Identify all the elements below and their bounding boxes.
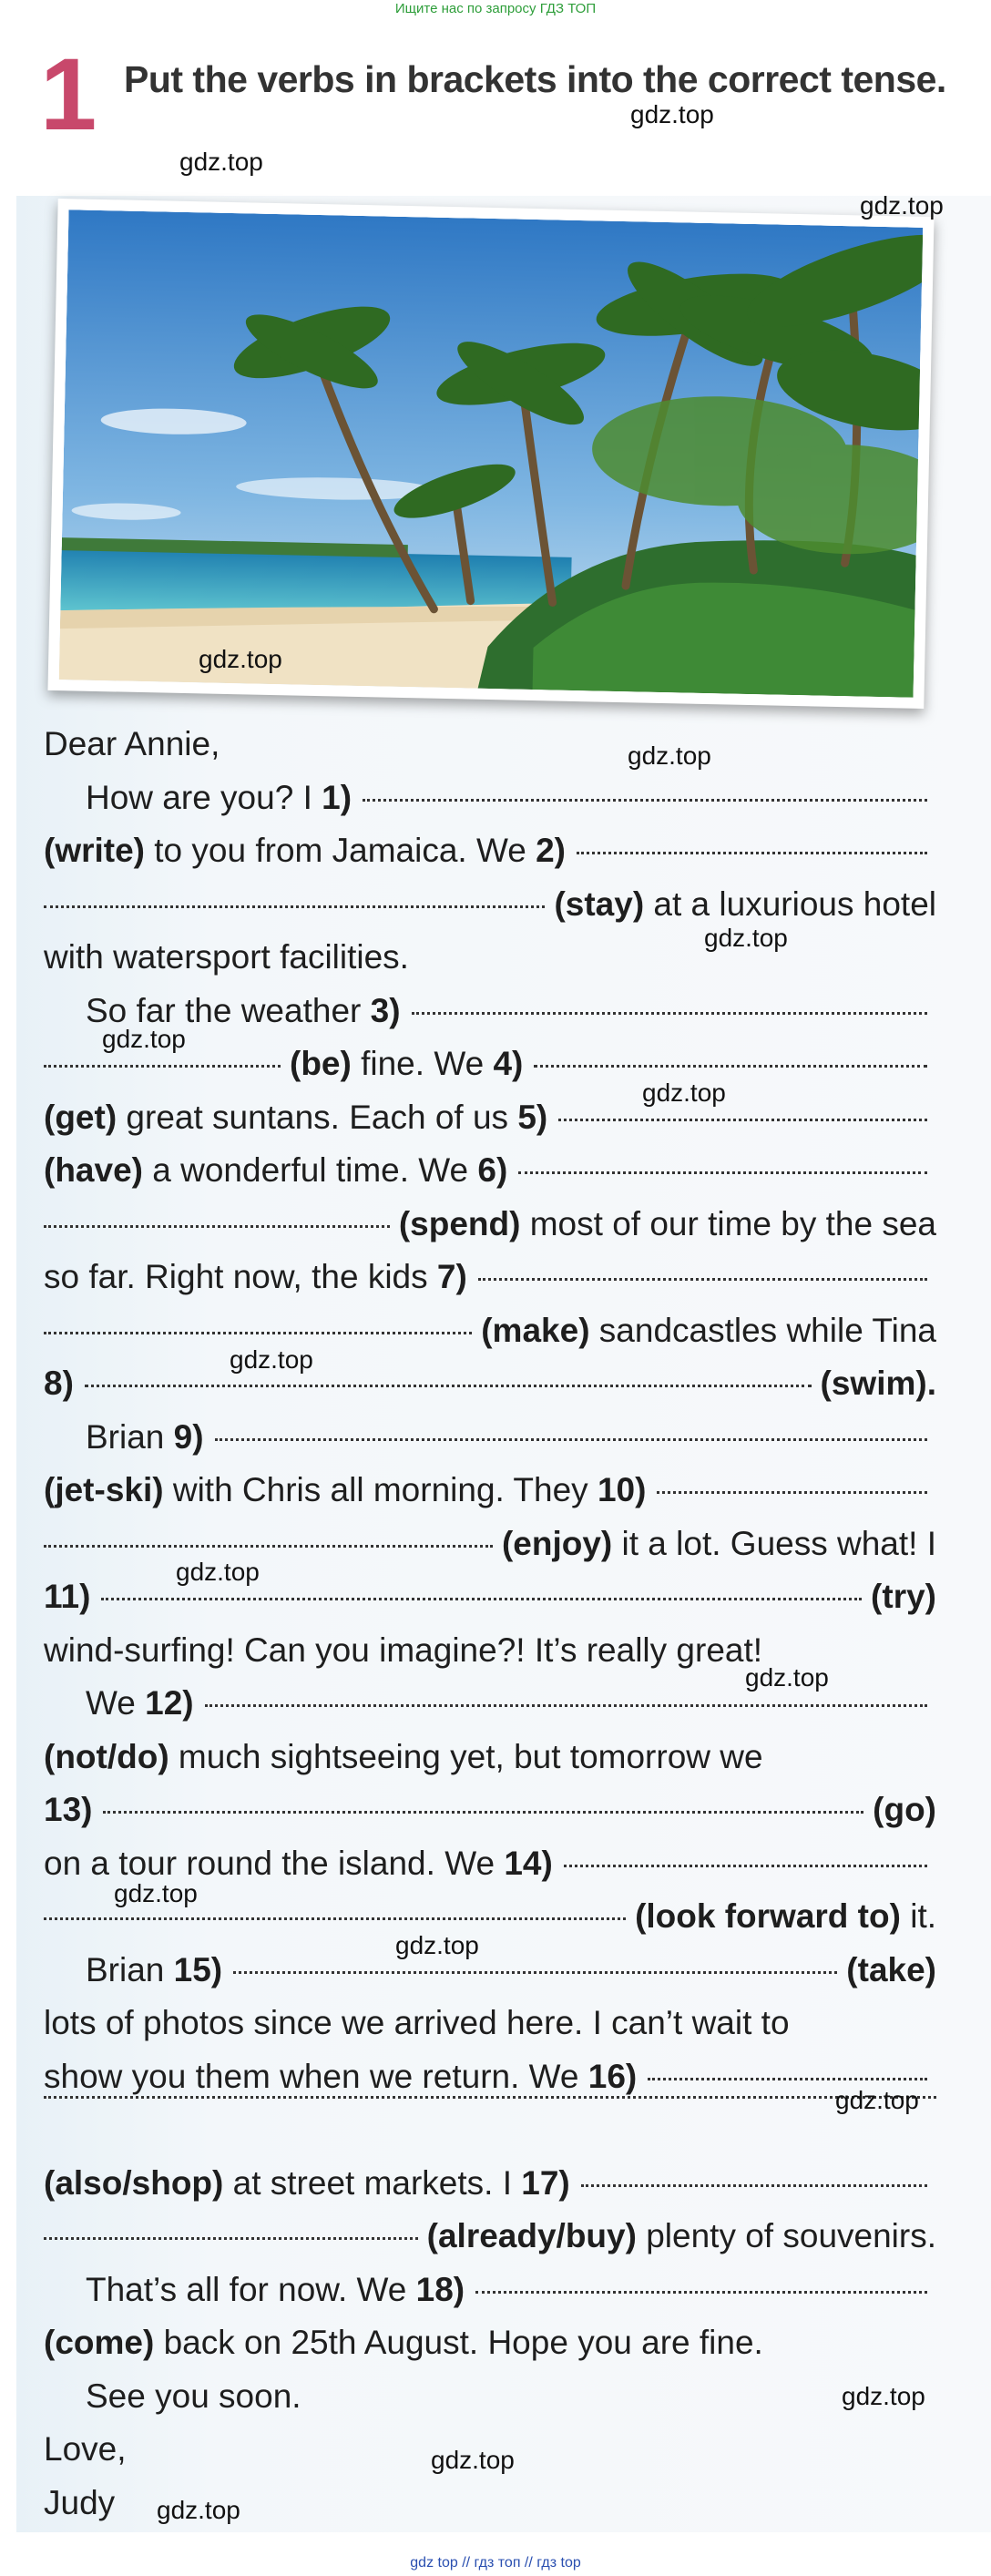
- verb-hint: (write): [44, 832, 145, 869]
- letter-line: [44, 1731, 936, 1784]
- letter-line: [44, 2103, 936, 2157]
- watermark: gdz.top: [176, 1558, 260, 1586]
- verb-hint: (come): [44, 2324, 155, 2361]
- letter-line: [44, 1144, 936, 1198]
- verb-hint: (go): [873, 1791, 936, 1828]
- letter-text: We: [86, 1684, 146, 1722]
- answer-gap-8[interactable]: [85, 1385, 812, 1387]
- signature: Judy: [44, 2483, 116, 2521]
- letter-line: [44, 931, 936, 985]
- gap-number: 1): [322, 778, 352, 816]
- letter-text: on a tour round the island. We: [44, 1844, 505, 1882]
- verb-hint: (already/buy): [426, 2217, 637, 2254]
- gap-number: 14): [504, 1844, 553, 1882]
- letter-text: so far. Right now, the kids: [44, 1258, 437, 1295]
- answer-gap-6[interactable]: [518, 1171, 927, 1174]
- answer-gap-2[interactable]: [577, 852, 927, 854]
- answer-gap-16-cont[interactable]: [44, 2096, 936, 2099]
- gap-number: 11): [44, 1578, 91, 1615]
- letter-line: [44, 2157, 936, 2211]
- letter-text: much sightseeing yet, but tomorrow we: [169, 1737, 763, 1775]
- letter-line: [44, 1091, 936, 1145]
- letter-text: So far the weather: [86, 991, 371, 1029]
- answer-gap-2-cont[interactable]: [44, 905, 545, 908]
- gap-number: 10): [597, 1471, 647, 1508]
- exercise-number: 1: [40, 37, 97, 151]
- watermark: gdz.top: [642, 1078, 726, 1107]
- letter-text: a wonderful time. We: [142, 1151, 478, 1189]
- watermark: gdz.top: [114, 1879, 198, 1907]
- watermark: gdz.top: [630, 100, 714, 128]
- gap-number: 13): [44, 1791, 93, 1828]
- letter-text: with watersport facilities.: [44, 938, 409, 976]
- letter-text: great suntans. Each of us: [117, 1098, 518, 1136]
- answer-gap-5[interactable]: [558, 1119, 927, 1121]
- answer-gap-17[interactable]: [581, 2184, 927, 2187]
- gap-number: 18): [415, 2270, 465, 2308]
- bottom-banner: gdz top // гдз топ // гдз top: [410, 2555, 581, 2571]
- letter-line: [44, 824, 936, 878]
- letter-text: it a lot. Guess what! I: [612, 1524, 936, 1562]
- beach-photo: [59, 210, 924, 698]
- letter-line: [44, 1251, 936, 1304]
- answer-gap-7-cont[interactable]: [44, 1332, 472, 1334]
- verb-hint: (swim).: [820, 1365, 936, 1402]
- letter-line: [44, 1198, 936, 1252]
- letter-text: See you soon.: [86, 2377, 301, 2415]
- letter-text: That’s all for now. We: [86, 2270, 416, 2308]
- watermark: gdz.top: [842, 2382, 925, 2410]
- gap-number: 16): [587, 2057, 638, 2095]
- gap-number: 6): [477, 1151, 508, 1189]
- letter-text: it.: [900, 1897, 936, 1935]
- verb-hint: (try): [871, 1578, 936, 1615]
- verb-hint: (stay): [554, 884, 645, 923]
- watermark: gdz.top: [179, 148, 263, 176]
- watermark: gdz.top: [745, 1663, 829, 1692]
- verb-hint: (not/do): [44, 1737, 169, 1775]
- answer-gap-10-cont[interactable]: [44, 1545, 493, 1548]
- answer-gap-12[interactable]: [205, 1704, 927, 1707]
- answer-gap-10[interactable]: [657, 1491, 927, 1494]
- letter-line: [44, 2316, 936, 2370]
- letter-line: [44, 1357, 936, 1411]
- gap-number: 17): [521, 2163, 570, 2202]
- letter-line: [44, 1411, 936, 1465]
- verb-hint: (jet-ski): [44, 1471, 164, 1508]
- gap-number: 9): [173, 1417, 204, 1456]
- letter-line: [44, 2210, 936, 2264]
- watermark: gdz.top: [704, 924, 788, 952]
- watermark: gdz.top: [199, 645, 282, 673]
- letter-text: wind-surfing! Can you imagine?! It’s really great!: [44, 1630, 763, 1669]
- watermark: gdz.top: [102, 1025, 186, 1053]
- watermark: gdz.top: [860, 191, 944, 220]
- letter-text: How are you? I: [86, 778, 322, 816]
- letter-line: [44, 2370, 936, 2424]
- letter-line: [44, 1944, 936, 1998]
- answer-gap-16[interactable]: [648, 2078, 927, 2080]
- answer-gap-3[interactable]: [412, 1012, 927, 1015]
- letter-text: back on 25th August. Hope you are fine.: [154, 2324, 763, 2361]
- verb-hint: (get): [44, 1098, 117, 1136]
- greeting: Dear Annie,: [44, 725, 220, 762]
- answer-gap-7[interactable]: [478, 1278, 927, 1281]
- letter-line: [44, 772, 936, 825]
- answer-gap-6-cont[interactable]: [44, 1225, 390, 1228]
- answer-gap-17-cont[interactable]: [44, 2237, 418, 2240]
- answer-gap-14-cont[interactable]: [44, 1917, 626, 1920]
- gap-number: 2): [536, 832, 566, 869]
- beach-photo-image: [59, 210, 924, 698]
- verb-hint: (also/shop): [44, 2163, 224, 2202]
- watermark: gdz.top: [157, 2496, 240, 2524]
- letter-text: Brian: [86, 1417, 174, 1456]
- gap-number: 12): [145, 1684, 194, 1722]
- letter-text: sandcastles while Tina: [589, 1311, 936, 1349]
- letter-line: [44, 1784, 936, 1837]
- letter-line: [44, 1997, 936, 2050]
- watermark: gdz.top: [431, 2446, 515, 2474]
- letter-line: [44, 2264, 936, 2317]
- letter-text: with Chris all morning. They: [163, 1471, 598, 1508]
- watermark: gdz.top: [230, 1345, 313, 1374]
- answer-gap-4[interactable]: [534, 1065, 927, 1068]
- letter-text: at street markets. I: [223, 2163, 522, 2202]
- answer-gap-9[interactable]: [215, 1438, 927, 1441]
- answer-gap-13[interactable]: [103, 1811, 863, 1814]
- verb-hint: (be): [290, 1045, 352, 1082]
- gap-number: 7): [436, 1258, 467, 1295]
- watermark: gdz.top: [395, 1931, 479, 1959]
- letter-text: plenty of souvenirs.: [636, 2217, 936, 2254]
- verb-hint: (spend): [398, 1204, 521, 1242]
- verb-hint: (have): [44, 1151, 143, 1189]
- photo-frame: [47, 199, 934, 709]
- answer-gap-1[interactable]: [363, 799, 927, 802]
- letter: [44, 718, 936, 2530]
- letter-text: show you them when we return. We: [44, 2057, 588, 2095]
- gap-number: 15): [173, 1950, 223, 1988]
- verb-hint: (make): [481, 1311, 590, 1349]
- verb-hint: (take): [846, 1950, 936, 1988]
- letter-text: lots of photos since we arrived here. I can’t wait to: [44, 2004, 790, 2041]
- letter-text: Brian: [86, 1950, 174, 1988]
- gap-number: 3): [370, 991, 401, 1029]
- answer-gap-15[interactable]: [233, 1971, 837, 1974]
- letter-text: to you from Jamaica. We: [145, 832, 536, 869]
- exercise-instruction: Put the verbs in brackets into the correct tense.: [124, 58, 946, 100]
- letter-text: Love,: [44, 2430, 127, 2468]
- answer-gap-11[interactable]: [101, 1598, 862, 1600]
- letter-text: fine. We: [351, 1045, 494, 1082]
- letter-line: [44, 1464, 936, 1518]
- gap-number: 5): [517, 1098, 548, 1136]
- verb-hint: (look forward to): [635, 1897, 901, 1935]
- answer-gap-3-cont[interactable]: [44, 1065, 281, 1068]
- gap-number: 4): [493, 1045, 524, 1082]
- letter-line: [44, 878, 936, 932]
- letter-text: at a luxurious hotel: [644, 884, 936, 923]
- top-banner: Ищите нас по запросу ГДЗ ТОП: [394, 1, 597, 16]
- verb-hint: (enjoy): [501, 1524, 613, 1562]
- letter-line: [44, 718, 936, 772]
- answer-gap-18[interactable]: [475, 2291, 927, 2294]
- watermark: gdz.top: [835, 2086, 919, 2114]
- watermark: gdz.top: [628, 741, 711, 770]
- letter-line: [44, 1304, 936, 1358]
- answer-gap-14[interactable]: [564, 1865, 927, 1867]
- gap-number: 8): [44, 1365, 74, 1402]
- letter-text: most of our time by the sea: [520, 1204, 936, 1242]
